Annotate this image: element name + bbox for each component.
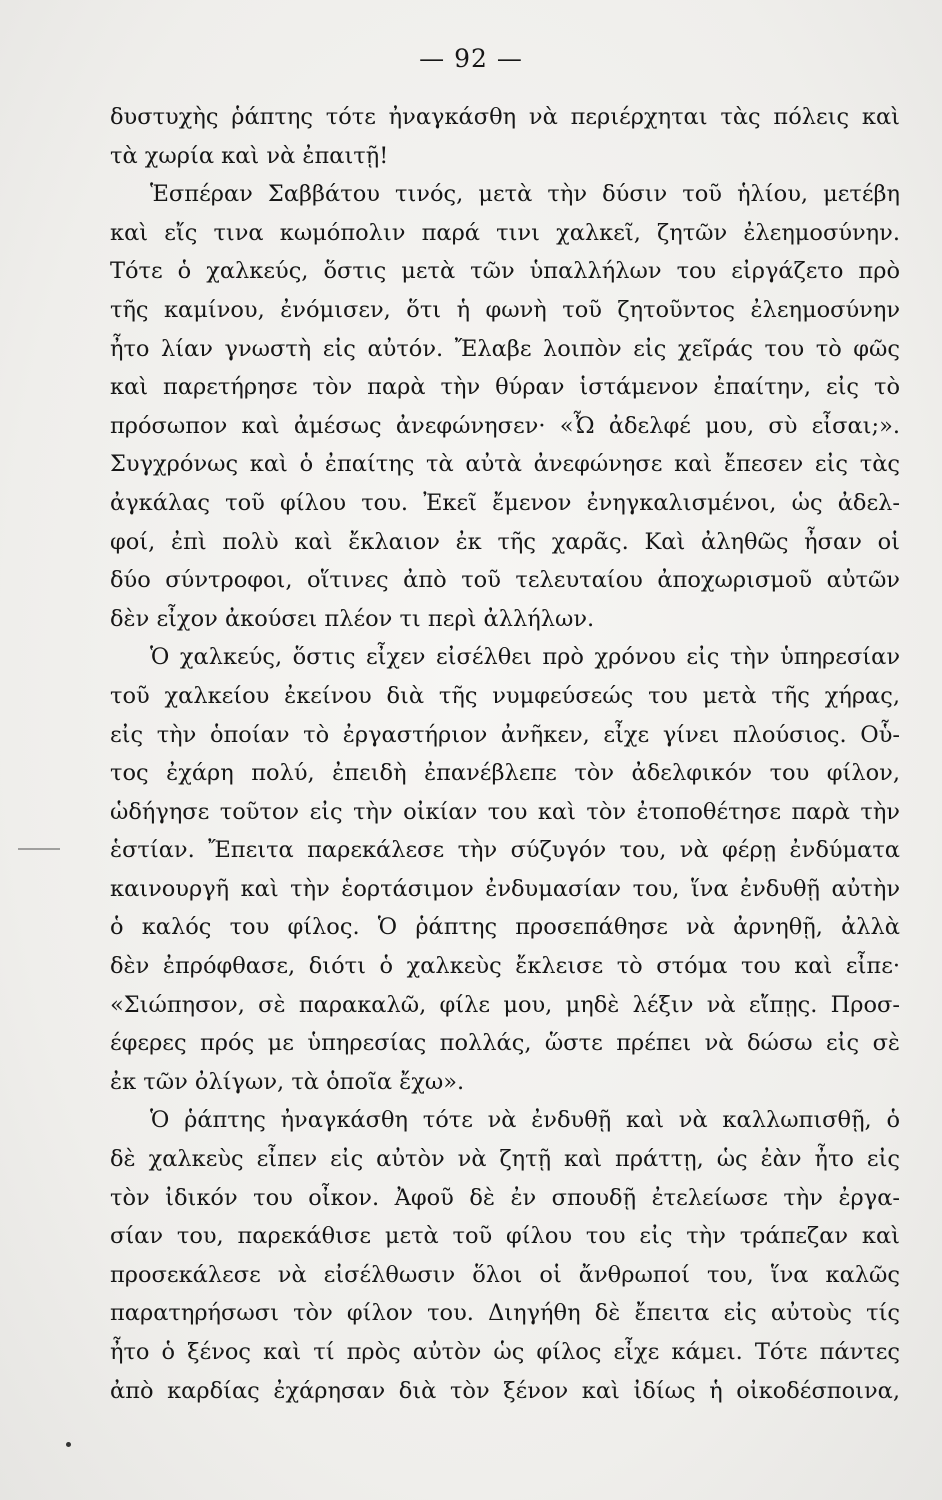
text-line: ὁ καλός του φίλος. Ὁ ῥάπτης προσεπάθησε νὰ ἀρνηθῇ, ἀλλὰ (110, 914, 900, 941)
text-line: τὰ χωρία καὶ νὰ ἐπαιτῇ! (110, 142, 389, 169)
text-line: Ἑσπέραν Σαββάτου τινός, μετὰ τὴν δύσιν τοῦ ἡλίου, μετέβη (150, 181, 900, 208)
text-line: ἑστίαν. Ἔπειτα παρεκάλεσε τὴν σύζυγόν του, νὰ φέρῃ ἐνδύματα (110, 837, 900, 864)
text-line: Ὁ ῥάπτης ἠναγκάσθη τότε νὰ ἐνδυθῇ καὶ νὰ καλλωπισθῇ, ὁ (150, 1107, 900, 1134)
text-line: έφερες πρός με ὑπηρεσίας πολλάς, ὥστε πρέπει νὰ δώσω εἰς σὲ (110, 1030, 900, 1057)
page-number: — 92 — (419, 44, 523, 73)
margin-pencil-mark (18, 848, 60, 850)
text-line: πρόσωπον καὶ ἀμέσως ἀνεφώνησεν· «Ὦ ἀδελφέ μου, σὺ εἶσαι;». (110, 412, 900, 439)
text-line: δὲν ἐπρόφθασε, διότι ὁ χαλκεὺς ἔκλεισε τὸ στόμα του καὶ εἶπε· (110, 953, 900, 980)
text-line: τῆς καμίνου, ἐνόμισεν, ὅτι ἡ φωνὴ τοῦ ζητοῦντος ἐλεημοσύνην (110, 296, 900, 323)
margin-ink-dot (66, 1442, 71, 1447)
text-line: τοῦ χαλκείου ἐκείνου διὰ τῆς νυμφεύσεώς του μετὰ τῆς χήρας, (110, 682, 900, 709)
text-line: φοί, ἐπὶ πολὺ καὶ ἔκλαιον ἐκ τῆς χαρᾶς. Καὶ ἀληθῶς ἦσαν οἱ (110, 528, 900, 555)
text-line: Τότε ὁ χαλκεύς, ὅστις μετὰ τῶν ὑπαλλήλων του εἰργάζετο πρὸ (110, 258, 900, 285)
text-line: ἦτο λίαν γνωστὴ εἰς αὐτόν. Ἔλαβε λοιπὸν εἰς χεῖράς του τὸ φῶς (110, 335, 900, 362)
text-line: καὶ παρετήρησε τὸν παρὰ τὴν θύραν ἱστάμενον ἐπαίτην, εἰς τὸ (110, 374, 900, 401)
text-line: προσεκάλεσε νὰ εἰσέλθωσιν ὅλοι οἱ ἄνθρωποί του, ἵνα καλῶς (110, 1261, 900, 1288)
text-line: δὲν εἶχον ἀκούσει πλέον τι περὶ ἀλλήλων. (110, 605, 595, 632)
text-line: καὶ εἴς τινα κωμόπολιν παρά τινι χαλκεῖ, ζητῶν ἐλεημοσύνην. (110, 219, 900, 246)
text-line: δύο σύντροφοι, οἵτινες ἀπὸ τοῦ τελευταίου ἀποχωρισμοῦ αὐτῶν (110, 567, 900, 594)
text-line: ἀπὸ καρδίας ἐχάρησαν διὰ τὸν ξένον καὶ ἰδίως ἡ οἰκοδέσποινα, (110, 1377, 900, 1404)
text-line: ὡδήγησε τοῦτον εἰς τὴν οἰκίαν του καὶ τὸν ἐτοποθέτησε παρὰ τὴν (110, 798, 900, 825)
text-line: «Σιώπησον, σὲ παρακαλῶ, φίλε μου, μηδὲ λέξιν νὰ εἴπῃς. Προσ- (110, 991, 900, 1018)
text-line: δυστυχὴς ῥάπτης τότε ἠναγκάσθη νὰ περιέρχηται τὰς πόλεις καὶ (110, 104, 900, 130)
text-line: σίαν του, παρεκάθισε μετὰ τοῦ φίλου του εἰς τὴν τράπεζαν καὶ (110, 1223, 900, 1250)
text-line: παρατηρήσωσι τὸν φίλον του. Διηγήθη δὲ ἔπειτα εἰς αὐτοὺς τίς (110, 1300, 900, 1327)
body-text (110, 98, 900, 1410)
text-line: ἦτο ὁ ξένος καὶ τί πρὸς αὐτὸν ὡς φίλος εἶχε κάμει. Τότε πάντες (110, 1339, 900, 1365)
text-line: τὸν ἰδικόν του οἶκον. Ἀφοῦ δὲ ἐν σπουδῇ ἐτελείωσε τὴν ἐργα- (110, 1184, 900, 1211)
text-line: Συγχρόνως καὶ ὁ ἐπαίτης τὰ αὐτὰ ἀνεφώνησε καὶ ἔπεσεν εἰς τὰς (110, 451, 900, 478)
text-line: καινουργῆ καὶ τὴν ἑορτάσιμον ἐνδυμασίαν του, ἵνα ἐνδυθῇ αὐτὴν (110, 875, 900, 902)
text-line: ἐκ τῶν ὀλίγων, τὰ ὁποῖα ἔχω». (110, 1068, 465, 1095)
text-line: Ὁ χαλκεύς, ὅστις εἶχεν εἰσέλθει πρὸ χρόνου εἰς τὴν ὑπηρεσίαν (150, 644, 900, 671)
text-line: τος ἐχάρη πολύ, ἐπειδὴ ἐπανέβλεπε τὸν ἀδελφικόν του φίλον, (110, 760, 900, 787)
text-line: ἀγκάλας τοῦ φίλου του. Ἐκεῖ ἔμενον ἐνηγκαλισμένοι, ὡς ἀδελ- (110, 489, 900, 516)
text-line: εἰς τὴν ὁποίαν τὸ ἐργαστήριον ἀνῆκεν, εἶχε γίνει πλούσιος. Οὗ- (110, 721, 900, 748)
text-line: δὲ χαλκεὺς εἶπεν εἰς αὐτὸν νὰ ζητῇ καὶ πράττῃ, ὡς ἐὰν ἦτο εἰς (110, 1146, 900, 1173)
